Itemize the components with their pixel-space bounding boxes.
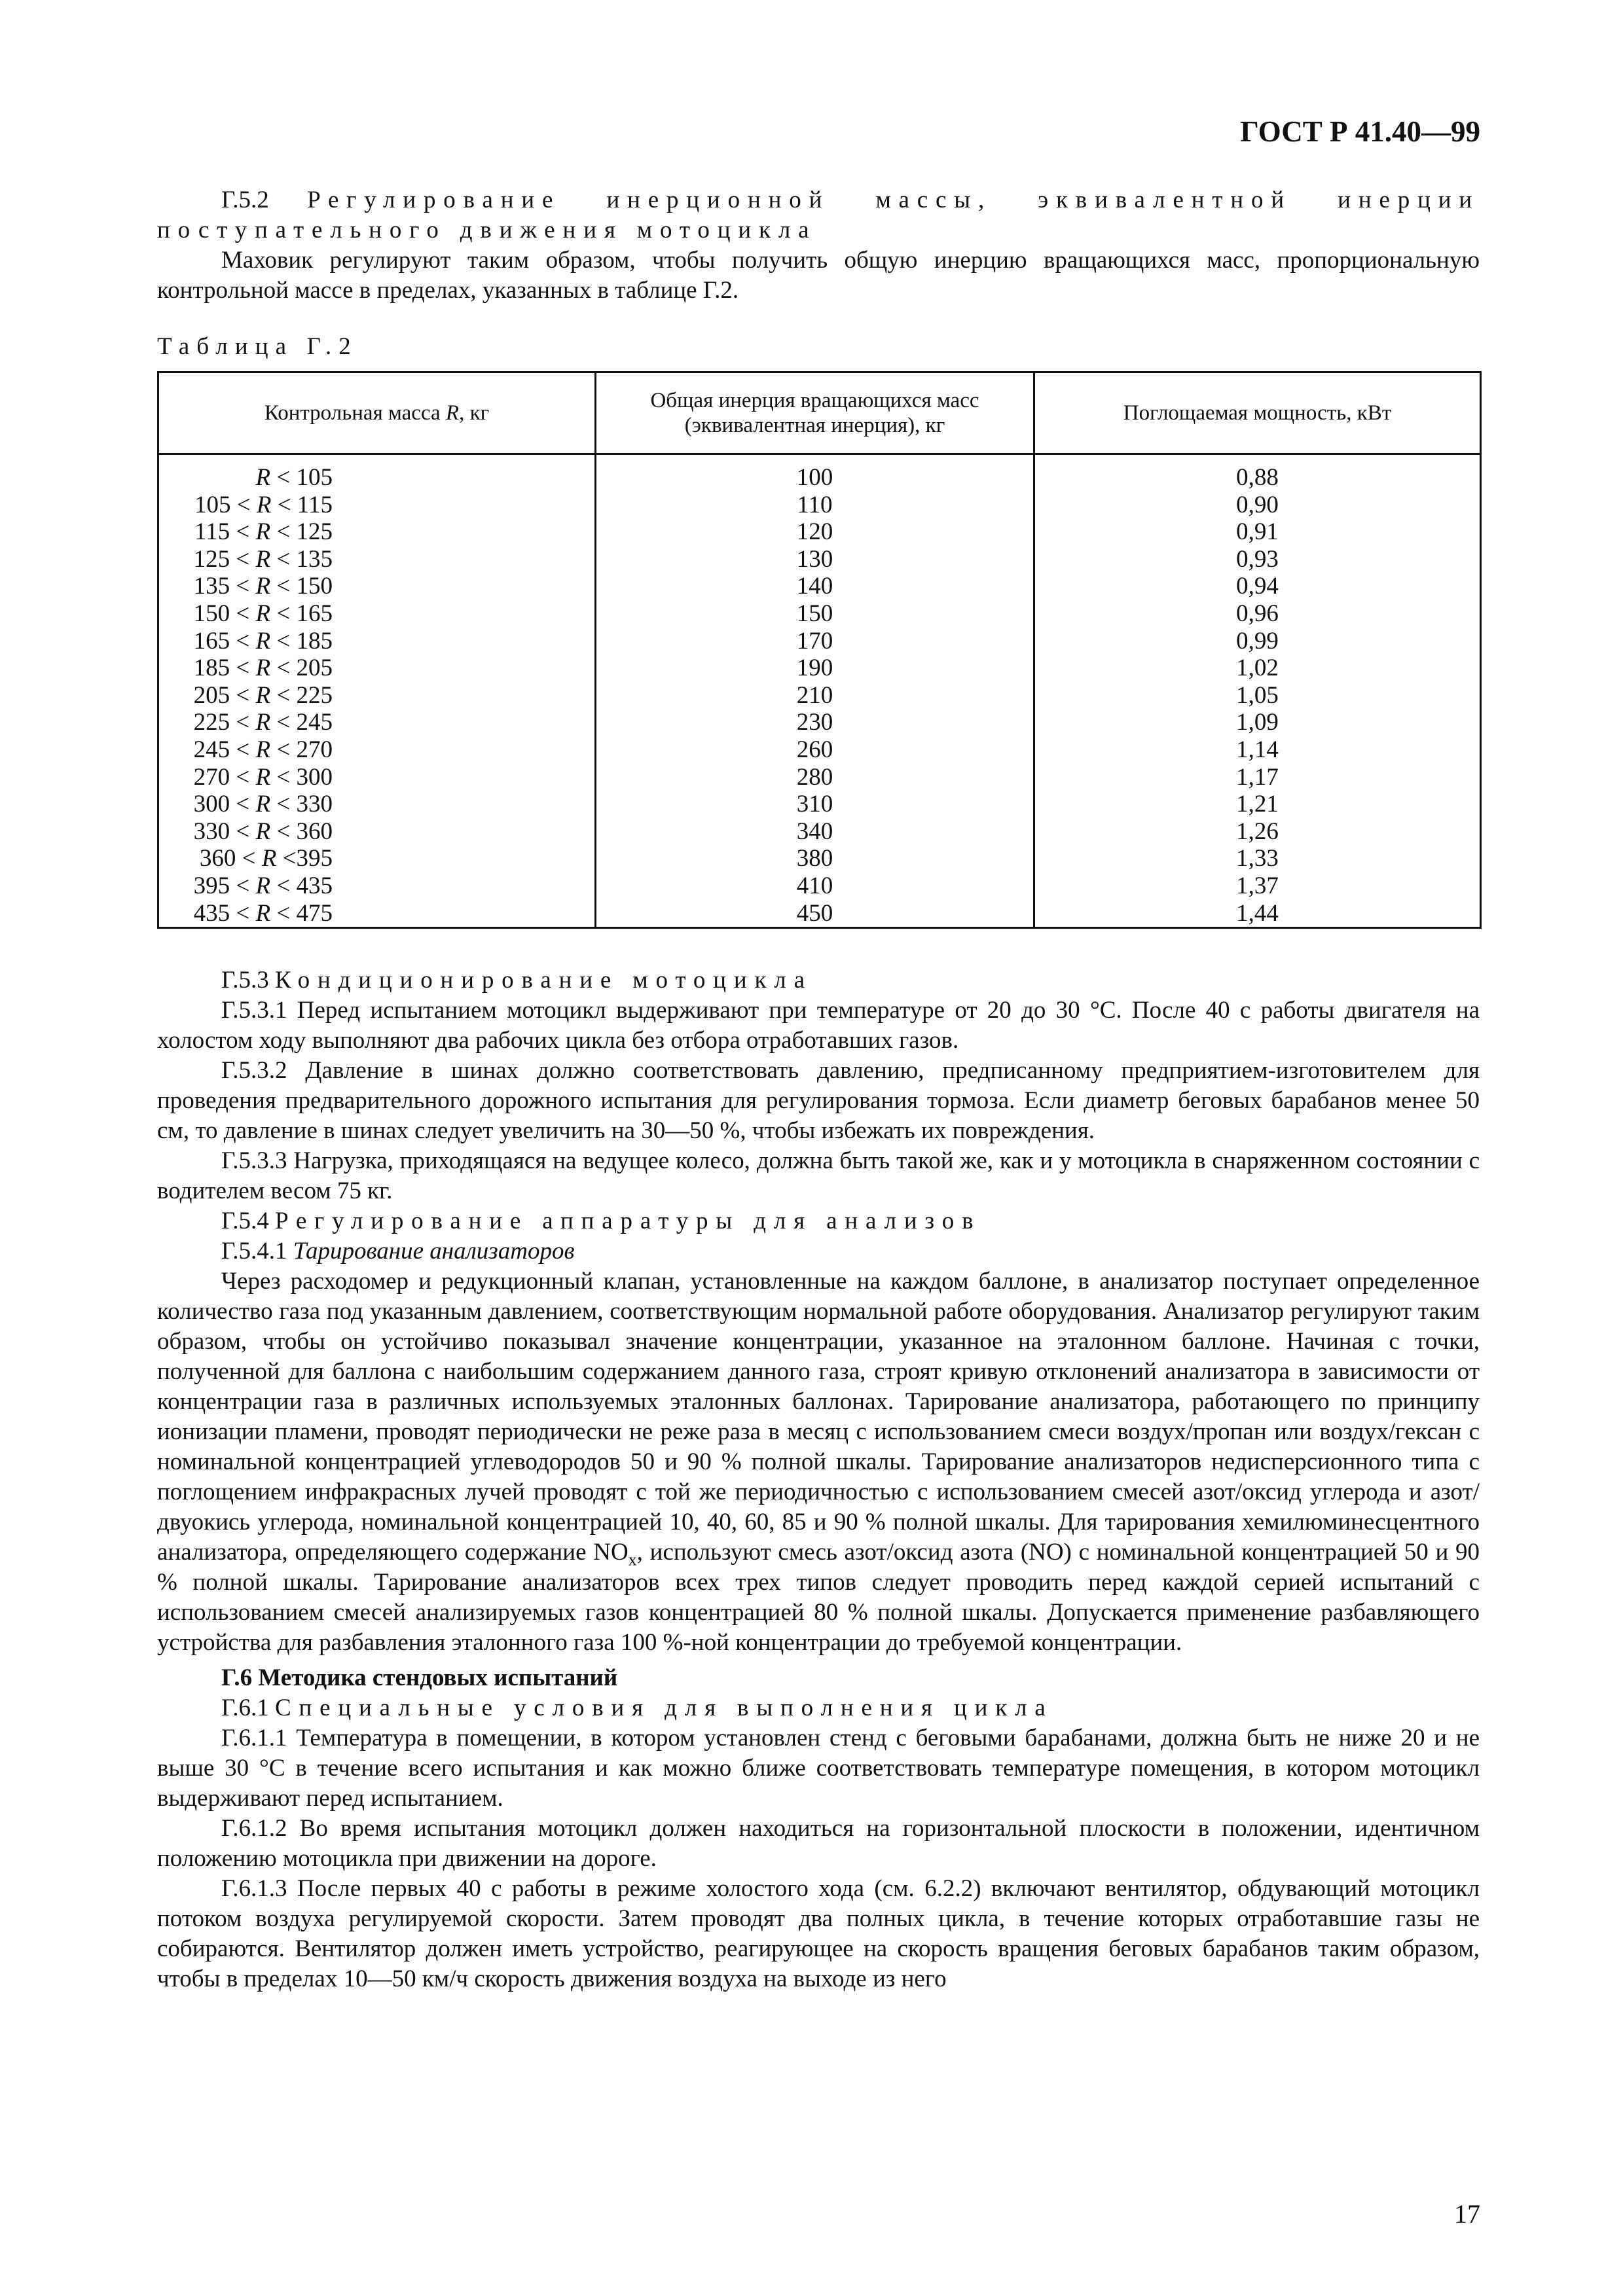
power-cell: 1,05 <box>1236 681 1279 709</box>
power-cell: 1,26 <box>1236 817 1279 845</box>
mass-cell: 150 < R < 165 <box>193 600 333 627</box>
section-g53-heading <box>157 965 1480 996</box>
inertia-cell: 260 <box>796 736 833 763</box>
power-cell: 0,91 <box>1236 518 1279 546</box>
inertia-cell: 410 <box>796 872 833 899</box>
section-g54-title: Регулирование аппаратуры для анализов <box>274 1208 981 1235</box>
calibration-text-a: Через расходомер и редукционный клапан, установленные на каждом баллоне, в анализатор поступает определенное количество газа под указанным давлением, соответствующим нормальной работе оборудования. Анализатор регулируют таким образом, чтобы он устойчиво показывал значение концентрации, указанное на эталонном баллоне. Начиная с точки, полученной для баллона с наибольшим содержанием данного газа, строят кривую отклонений анализатора в зависимости от концентрации газа в различных используемых эталонных баллонах. Тарирование анализатора, работающего по принципу ионизации пламени, проводят периодически не реже раза в месяц с использованием смеси воздух/пропан или воздух/гексан с номинальной концентрацией углеводородов 50 и 90 % полной шкалы. Тарирование анализаторов недисперсионного типа с поглощением инфракрасных лучей проводят с той же периодичностью с использованием смесей азот/оксид углерода и азот/двуокись углерода, номинальной концентрацией 10, 40, 60, 85 и 90 % полной шкалы. Для тарирования хемилюминесцентного анализатора, определяющего содержание NO <box>157 1268 1480 1566</box>
inertia-cell: 310 <box>796 791 833 818</box>
inertia-cell: 140 <box>796 573 833 600</box>
column-inertia-values <box>596 454 1034 928</box>
inertia-cell: 170 <box>796 627 833 655</box>
inertia-cell: 280 <box>796 763 833 791</box>
inertia-cell: 120 <box>796 518 833 546</box>
power-cell: 1,14 <box>1236 736 1279 763</box>
variable-r: R <box>255 763 271 791</box>
mass-cell: 135 < R < 150 <box>193 573 333 600</box>
section-g53-number: Г.5.3 <box>221 967 269 994</box>
mass-cell: 205 < R < 225 <box>193 681 333 709</box>
power-cell: 1,44 <box>1236 899 1279 927</box>
variable-r: R <box>255 709 271 736</box>
para-g532: Г.5.3.2 Давление в шинах должно соответствовать давлению, предписанному предприятием-изготовителем для проведения предварительного дорожного испытания для регулирования тормоза. Если диаметр беговых барабанов менее 50 см, то давление в шинах следует увеличить на 30—50 %, чтобы избежать их повреждения. <box>157 1057 1480 1145</box>
para-g531: Г.5.3.1 Перед испытанием мотоцикл выдерживают при температуре от 20 до 30 °С. После 40 с работы двигателя на холостом ходу выполняют два рабочих цикла без отбора отработавших газов. <box>157 997 1480 1054</box>
mass-cell: 105 < R < 115 <box>194 491 333 518</box>
power-cell: 1,21 <box>1236 791 1279 818</box>
power-cell: 1,02 <box>1236 655 1279 682</box>
section-g6-heading: Г.6 Методика стендовых испытаний <box>221 1664 618 1692</box>
mass-cell: 360 < R <395 <box>199 845 333 872</box>
section-g61-title: Специальные условия для выполнения цикла <box>274 1695 1053 1722</box>
para-g612: Г.6.1.2 Во время испытания мотоцикл должен находиться на горизонтальной плоскости в положении, идентичном положению мотоцикла при движении на дороге. <box>157 1815 1480 1873</box>
table-body <box>158 454 1481 928</box>
mass-cell: R < 105 <box>255 464 333 491</box>
mass-cell: 165 < R < 185 <box>193 627 333 655</box>
variable-r: R <box>256 491 272 518</box>
para-g611: Г.6.1.1 Температура в помещении, в котором установлен стенд с беговыми барабанами, должна быть не ниже 20 и не выше 30 °С в течение всего испытания и как можно ближе соответствовать температуре помещения, в котором мотоцикл выдерживают перед испытанием. <box>157 1725 1480 1812</box>
power-cell: 0,88 <box>1236 464 1279 491</box>
section-g52-title: Регулирование инерционной массы, эквивалентной инерции поступательного движения мотоцикла <box>157 187 1480 243</box>
variable-r: R <box>255 872 271 899</box>
column-mass-values <box>158 454 596 928</box>
variable-r: R <box>255 655 271 682</box>
variable-r: R <box>255 545 271 573</box>
inertia-cell: 450 <box>796 899 833 927</box>
power-cell: 0,93 <box>1236 545 1279 573</box>
power-cell: 1,33 <box>1236 845 1279 872</box>
variable-r: R <box>445 401 460 425</box>
variable-r: R <box>255 681 271 709</box>
mass-cell: 185 < R < 205 <box>193 655 333 682</box>
section-g52-heading <box>157 185 1480 245</box>
header-inertia: Общая инерция вращающихся масс (эквивалентная инерция), кг <box>596 372 1034 454</box>
variable-r: R <box>255 817 271 845</box>
nox-subscript: x <box>628 1550 637 1570</box>
power-cell: 0,99 <box>1236 627 1279 655</box>
para-calibration <box>157 1266 1480 1658</box>
column-power-values <box>1034 454 1481 928</box>
header-power: Поглощаемая мощность, кВт <box>1034 372 1481 454</box>
variable-r: R <box>255 791 271 818</box>
mass-cell: 300 < R < 330 <box>193 791 333 818</box>
table-caption: Таблица Г.2 <box>157 333 358 360</box>
inertia-cell: 380 <box>796 845 833 872</box>
power-cell: 1,17 <box>1236 763 1279 791</box>
power-cell: 0,94 <box>1236 573 1279 600</box>
power-cell: 1,37 <box>1236 872 1279 899</box>
mass-cell: 125 < R < 135 <box>193 545 333 573</box>
para-g533: Г.5.3.3 Нагрузка, приходящаяся на ведущее колесо, должна быть такой же, как и у мотоцикла в снаряженном состоянии с водителем весом 75 кг. <box>157 1147 1480 1205</box>
mass-cell: 270 < R < 300 <box>193 763 333 791</box>
variable-r: R <box>255 627 271 655</box>
variable-r: R <box>261 845 277 872</box>
power-cell: 0,90 <box>1236 491 1279 518</box>
section-g52-text: Маховик регулируют таким образом, чтобы получить общую инерцию вращающихся масс, пропорциональную контрольной массе в пределах, указанных в таблице Г.2. <box>157 247 1480 304</box>
inertia-cell: 100 <box>796 464 833 491</box>
inertia-cell: 230 <box>796 709 833 736</box>
section-g61-heading <box>157 1693 1480 1723</box>
inertia-cell: 340 <box>796 817 833 845</box>
section-g52-number: Г.5.2 <box>221 187 269 213</box>
power-cell: 0,96 <box>1236 600 1279 627</box>
table-header-row <box>158 372 1481 454</box>
mass-cell: 395 < R < 435 <box>193 872 333 899</box>
section-g541-number: Г.5.4.1 <box>221 1238 287 1265</box>
para-g613: Г.6.1.3 После первых 40 с работы в режиме холостого хода (см. 6.2.2) включают вентилятор, обдувающий мотоцикл потоком воздуха регулируемой скорости. Затем проводят два полных цикла, в течение которых отработавшие газы не собираются. Вентилятор должен иметь устройство, реагирующее на скорость вращения беговых барабанов таким образом, чтобы в пределах 10—50 км/ч скорость движения воздуха на выходе из него <box>157 1875 1480 1993</box>
calibration-text-b: , используют смесь азот/оксид азота (NO) с номинальной концентрацией 50 и 90 % полной шкалы. Тарирование анализаторов всех трех типов следует проводить перед каждой серией испытаний с использованием смесей анализируемых газов концентрацией 80 % полной шкалы. Допускается применение разбавляющего устройства для разбавления эталонного газа 100 %-ной концентрации до требуемой концентрации. <box>157 1539 1480 1657</box>
mass-cell: 245 < R < 270 <box>193 736 333 763</box>
section-g61-number: Г.6.1 <box>221 1695 269 1722</box>
variable-r: R <box>255 600 271 627</box>
content-upper <box>157 185 1480 1994</box>
mass-cell: 115 < R < 125 <box>194 518 333 546</box>
inertia-cell: 210 <box>796 681 833 709</box>
inertia-cell: 190 <box>796 655 833 682</box>
variable-r: R <box>255 518 271 546</box>
standard-number: ГОСТ Р 41.40—99 <box>1240 115 1480 148</box>
section-g53-title: Кондиционирование мотоцикла <box>274 967 812 994</box>
variable-r: R <box>255 464 271 491</box>
mass-cell: 435 < R < 475 <box>193 899 333 927</box>
inertia-table <box>157 371 1482 929</box>
section-g54-number: Г.5.4 <box>221 1208 269 1235</box>
mass-cell: 330 < R < 360 <box>193 817 333 845</box>
variable-r: R <box>255 736 271 763</box>
power-cell: 1,09 <box>1236 709 1279 736</box>
section-g541-title: Тарирование анализаторов <box>293 1238 575 1265</box>
header-mass: Контрольная масса R, кг <box>158 372 596 454</box>
inertia-cell: 150 <box>796 600 833 627</box>
variable-r: R <box>255 899 271 927</box>
page-number: 17 <box>1454 2199 1480 2229</box>
mass-cell: 225 < R < 245 <box>193 709 333 736</box>
variable-r: R <box>255 573 271 600</box>
inertia-cell: 110 <box>797 491 833 518</box>
inertia-cell: 130 <box>796 545 833 573</box>
section-g541-heading <box>157 1236 1480 1266</box>
section-g54-heading <box>157 1206 1480 1236</box>
